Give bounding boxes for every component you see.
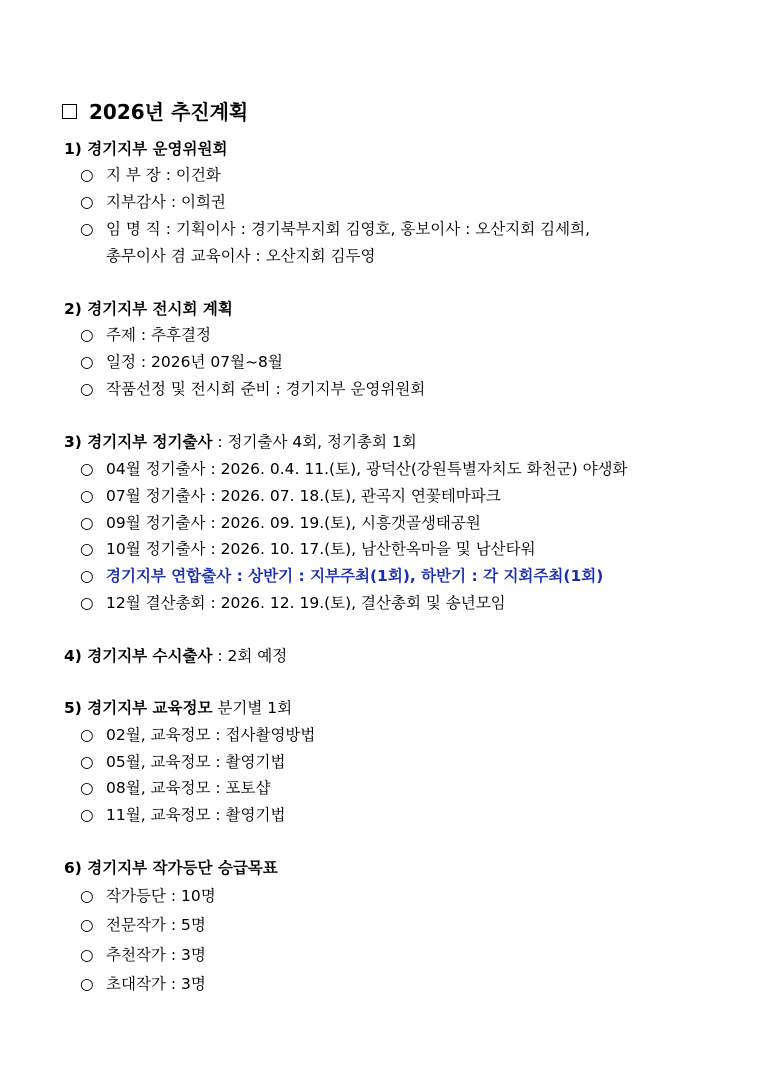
circle-bullet-icon: ○: [80, 487, 94, 505]
section-heading-5: 5) 경기지부 교육정모 분기별 1회: [64, 699, 293, 717]
section-heading-1: 1) 경기지부 운영위원회: [64, 140, 228, 158]
list-item: ○ 12월 결산총회 : 2026. 12. 19.(토), 결산총회 및 송년모임: [80, 594, 506, 612]
list-item: ○ 10월 정기출사 : 2026. 10. 17.(토), 남산한옥마을 및 남산타워: [80, 540, 536, 558]
list-item: ○ 11월, 교육정모 : 촬영기법: [80, 806, 286, 824]
circle-bullet-icon: ○: [80, 353, 94, 371]
list-item-continuation: 총무이사 겸 교육이사 : 오산지회 김두영: [106, 247, 376, 265]
circle-bullet-icon: ○: [80, 887, 94, 905]
list-item: ○ 02월, 교육정모 : 접사촬영방법: [80, 726, 316, 744]
list-item: ○ 09월 정기출사 : 2026. 09. 19.(토), 시흥갯골생태공원: [80, 514, 481, 532]
list-item: ○ 05월, 교육정모 : 촬영기법: [80, 753, 286, 771]
circle-bullet-icon: ○: [80, 567, 94, 585]
circle-bullet-icon: ○: [80, 753, 94, 771]
list-item: ○ 04월 정기출사 : 2026. 0.4. 11.(토), 광덕산(강원특별자치도 화천군) 야생화: [80, 460, 628, 478]
list-item: ○ 작가등단 : 10명: [80, 887, 216, 905]
circle-bullet-icon: ○: [80, 380, 94, 398]
section-heading-4: 4) 경기지부 수시출사 : 2회 예정: [64, 647, 288, 665]
list-item: ○ 전문작가 : 5명: [80, 916, 206, 934]
list-item: ○ 일정 : 2026년 07월~8월: [80, 353, 283, 371]
circle-bullet-icon: ○: [80, 975, 94, 993]
page-title: [62, 96, 248, 125]
list-item: ○ 추천작가 : 3명: [80, 946, 206, 964]
circle-bullet-icon: ○: [80, 946, 94, 964]
circle-bullet-icon: ○: [80, 916, 94, 934]
list-item: ○ 초대작가 : 3명: [80, 975, 206, 993]
list-item: ○ 08월, 교육정모 : 포토샵: [80, 779, 271, 797]
circle-bullet-icon: ○: [80, 193, 94, 211]
circle-bullet-icon: ○: [80, 514, 94, 532]
circle-bullet-icon: ○: [80, 326, 94, 344]
circle-bullet-icon: ○: [80, 540, 94, 558]
list-item: ○ 작품선정 및 전시회 준비 : 경기지부 운영위원회: [80, 380, 426, 398]
checkbox-square-icon: [62, 104, 77, 119]
list-item: ○ 임 명 직 : 기획이사 : 경기북부지회 김영호, 홍보이사 : 오산지회 김세희,: [80, 220, 590, 238]
circle-bullet-icon: ○: [80, 220, 94, 238]
circle-bullet-icon: ○: [80, 726, 94, 744]
list-item: ○ 주제 : 추후결정: [80, 326, 211, 344]
circle-bullet-icon: ○: [80, 594, 94, 612]
list-item: ○ 지부감사 : 이희권: [80, 193, 226, 211]
section-heading-2: 2) 경기지부 전시회 계획: [64, 300, 233, 318]
list-item: ○ 지 부 장 : 이건화: [80, 166, 221, 184]
list-item-highlighted: ○ 경기지부 연합출사 : 상반기 : 지부주최(1회), 하반기 : 각 지회주최(1회): [80, 567, 604, 585]
circle-bullet-icon: ○: [80, 779, 94, 797]
circle-bullet-icon: ○: [80, 166, 94, 184]
section-heading-3: 3) 경기지부 정기출사 : 정기출사 4회, 정기총회 1회: [64, 433, 417, 451]
list-item: ○ 07월 정기출사 : 2026. 07. 18.(토), 관곡지 연꽃테마파크: [80, 487, 501, 505]
section-heading-6: 6) 경기지부 작가등단 승급목표: [64, 859, 278, 877]
circle-bullet-icon: ○: [80, 460, 94, 478]
circle-bullet-icon: ○: [80, 806, 94, 824]
page-title-text: 2026년 추진계획: [89, 100, 249, 124]
